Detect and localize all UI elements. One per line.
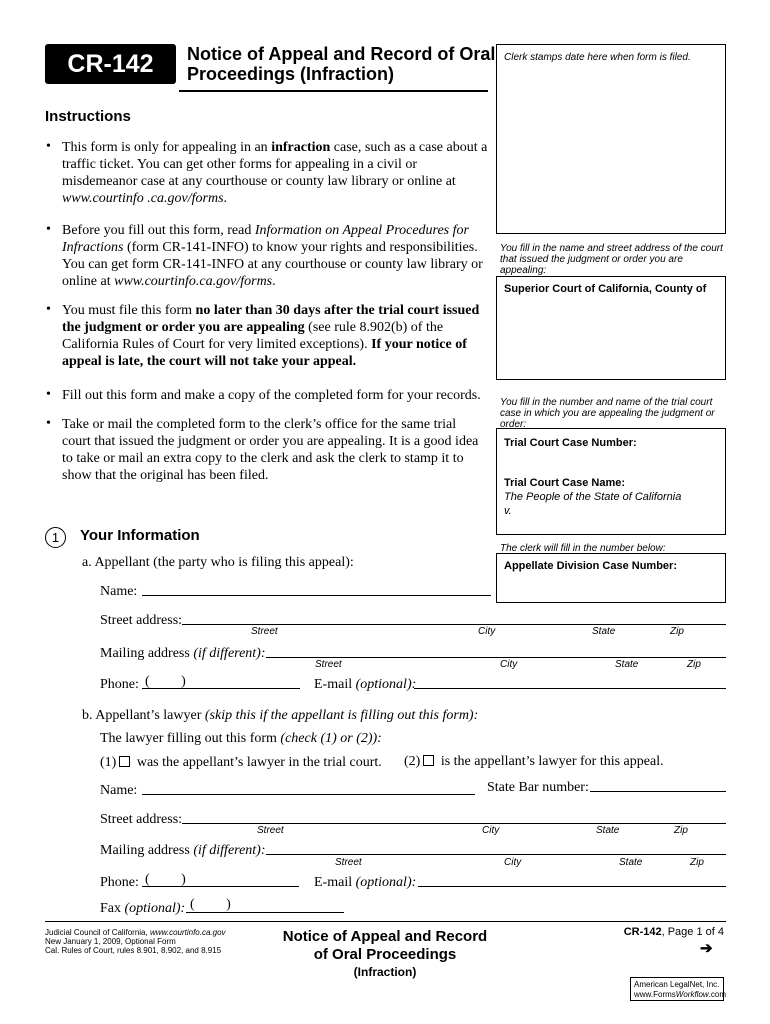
instructions-heading: Instructions — [45, 108, 131, 125]
sub-state: State — [596, 825, 620, 836]
title-underline — [179, 90, 488, 92]
sub-zip: Zip — [690, 857, 704, 868]
instruction-3: You must file this form no later than 30 days after the trial court issued the judgment or order you are appealing (see rule 8.902(b) of the California Rules of Court for very limited exceptions). If your notice of appeal is late, the court will not take your appeal. — [62, 303, 480, 369]
sub-zip: Zip — [687, 659, 701, 670]
legalnet-line-1: American LegalNet, Inc. — [634, 980, 720, 989]
bullet-2: • — [46, 222, 51, 237]
appellate-hint: The clerk will fill in the number below: — [500, 543, 666, 554]
sub-state: State — [592, 626, 616, 637]
sub-city: City — [482, 825, 500, 836]
lawyer-fax-field[interactable] — [186, 912, 344, 913]
bullet-4: • — [46, 387, 51, 402]
footer-page: CR-142, Page 1 of 4 — [623, 926, 724, 938]
form-code-badge — [45, 44, 176, 84]
footer-source — [45, 928, 226, 955]
fax-label: Fax (optional): — [100, 901, 186, 916]
sub-zip: Zip — [670, 626, 684, 637]
lawyer-street-field[interactable] — [182, 823, 726, 824]
appellant-email-field[interactable] — [414, 688, 726, 689]
lawyer-label: b. Appellant’s lawyer (skip this if the appellant is filling out this form): — [82, 708, 479, 723]
footer-date: New January 1, 2009, Optional Form — [45, 937, 176, 946]
sub-street: Street — [257, 825, 284, 836]
appellant-street-field[interactable] — [182, 624, 726, 625]
lawyer-email-field[interactable] — [418, 886, 726, 887]
lawyer-email-label: E-mail (optional): — [314, 875, 417, 890]
sub-city: City — [478, 626, 496, 637]
court-hint: You fill in the name and street address of the court that issued the judgment or order you are appealing: — [500, 243, 723, 276]
trial-case-name-v: v. — [504, 505, 512, 517]
lawyer-instruction: The lawyer filling out this form (check (1) or (2)): — [100, 731, 382, 746]
sub-state: State — [615, 659, 639, 670]
court-box[interactable] — [496, 276, 726, 380]
appellant-phone-field[interactable] — [142, 688, 300, 689]
appellant-name-field[interactable] — [142, 595, 491, 596]
clerk-stamp-box — [496, 44, 726, 234]
footer-rules: Cal. Rules of Court, rules 8.901, 8.902, and 8.915 — [45, 946, 222, 955]
footer-title — [260, 928, 510, 980]
bullet-3: • — [46, 302, 51, 317]
lawyer-mailing-label: Mailing address (if different): — [100, 843, 266, 858]
appellate-case-box — [496, 553, 726, 603]
option-1-checkbox[interactable] — [119, 756, 130, 767]
email-label: E-mail (optional): — [314, 677, 417, 692]
form-code: CR-142 — [67, 50, 154, 78]
name-label: Name: — [100, 584, 138, 599]
sub-city: City — [504, 857, 522, 868]
instruction-5: Take or mail the completed form to the clerk’s office for the same trial court that issued the judgment or order you are appealing. It is a good idea to take or mail an extra copy to the clerk and ask the clerk to stamp it to show that the original has been filed. — [62, 417, 479, 483]
page-title — [187, 44, 495, 84]
phone-label: Phone: — [100, 677, 139, 692]
lawyer-phone-field[interactable] — [142, 886, 299, 887]
lawyer-phone-paren: ( ) — [145, 872, 186, 887]
trial-case-name-label: Trial Court Case Name: — [504, 477, 626, 489]
court-label: Superior Court of California, County of — [504, 283, 707, 295]
title-line-2: Proceedings (Infraction) — [187, 64, 395, 84]
bullet-5: • — [46, 416, 51, 431]
sub-state: State — [619, 857, 643, 868]
forms-link-2[interactable]: www.courtinfo.ca.gov/forms — [114, 274, 273, 289]
trial-case-box[interactable] — [496, 428, 726, 535]
case-hint: You fill in the number and name of the trial court case in which you are appealing the judgment or order: — [500, 397, 715, 430]
legalnet-line-2: www.FormsWorkflow.com — [634, 990, 727, 999]
forms-link[interactable]: www.courtinfo .ca.gov/forms — [62, 191, 224, 206]
bullet-1: • — [46, 139, 51, 154]
sub-city: City — [500, 659, 518, 670]
footer-rule — [45, 921, 726, 922]
lawyer-street-label: Street address: — [100, 812, 183, 827]
fax-paren: ( ) — [190, 897, 231, 912]
section-number: 1 — [45, 527, 66, 548]
section-heading: Your Information — [80, 527, 200, 544]
footer-title-3: (Infraction) — [353, 965, 417, 979]
lawyer-name-field[interactable] — [142, 794, 475, 795]
street-label: Street address: — [100, 613, 183, 628]
appellate-case-label: Appellate Division Case Number: — [504, 560, 677, 572]
lawyer-phone-label: Phone: — [100, 875, 139, 890]
footer-title-1: Notice of Appeal and Record — [282, 928, 488, 945]
clerk-stamp-label: Clerk stamps date here when form is filed. — [504, 52, 691, 63]
appellant-label: a. Appellant (the party who is filing this appeal): — [82, 555, 354, 570]
appellant-mailing-field[interactable] — [266, 657, 726, 658]
option-2-checkbox[interactable] — [423, 755, 434, 766]
state-bar-label: State Bar number: — [487, 780, 589, 795]
instruction-1: This form is only for appealing in an infraction case, such as a case about a traffic ticket. You can get other forms for appealing in a civil or misdemeanor case at any courthouse or county law library or online at www.courtinfo .ca.gov/forms. — [62, 140, 488, 206]
sub-zip: Zip — [674, 825, 688, 836]
footer-title-2: of Oral Proceedings — [313, 946, 457, 963]
sub-street: Street — [335, 857, 362, 868]
footer-council: Judicial Council of California, www.courtinfo.ca.gov — [45, 928, 226, 937]
state-bar-field[interactable] — [590, 791, 726, 792]
lawyer-mailing-field[interactable] — [266, 854, 726, 855]
legalnet-badge — [630, 977, 727, 1001]
instruction-4: Fill out this form and make a copy of the completed form for your records. — [62, 388, 481, 403]
trial-case-number-label: Trial Court Case Number: — [504, 437, 637, 449]
trial-case-name-value: The People of the State of California — [504, 491, 682, 503]
instruction-2: Before you fill out this form, read Information on Appeal Procedures for Infractions (form CR-141-INFO) to know your rights and responsibilities. You can get form CR-141-INFO at any courthouse or county law library or online at www.courtinfo.ca.gov/forms. — [62, 223, 483, 289]
lawyer-option-1: (1) was the appellant’s lawyer in the trial court. — [100, 755, 382, 770]
lawyer-name-label: Name: — [100, 783, 138, 798]
next-page-arrow-icon[interactable]: ➔ — [700, 940, 713, 957]
mailing-label: Mailing address (if different): — [100, 646, 266, 661]
title-line-1: Notice of Appeal and Record of Oral — [187, 44, 496, 64]
lawyer-option-2: (2) is the appellant’s lawyer for this appeal. — [404, 754, 664, 769]
sub-street: Street — [251, 626, 278, 637]
phone-paren: ( ) — [145, 674, 186, 689]
sub-street: Street — [315, 659, 342, 670]
